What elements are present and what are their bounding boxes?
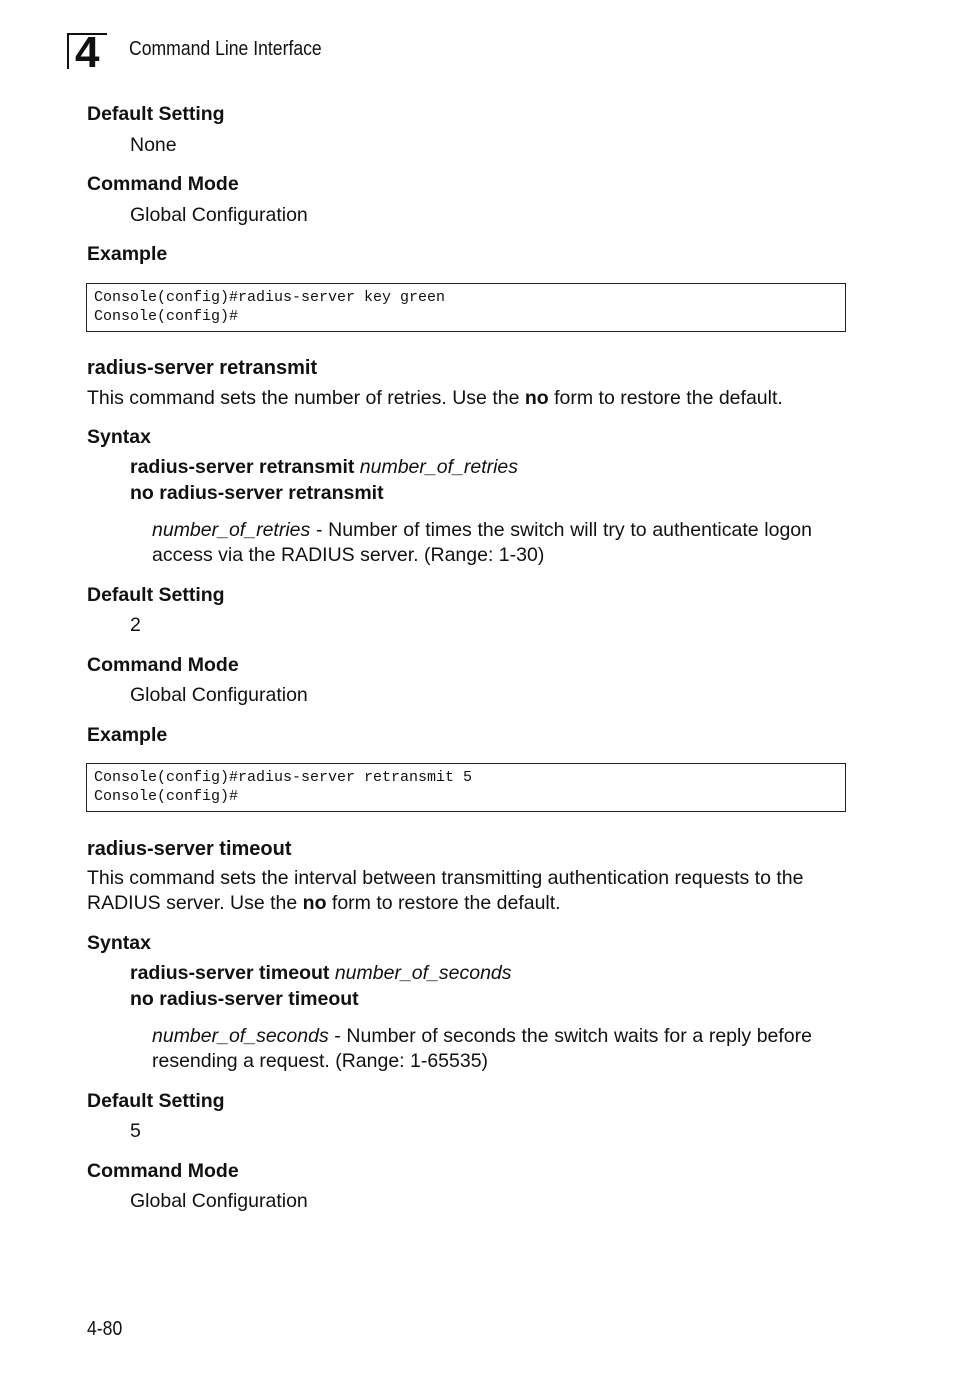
syntax-command: radius-server retransmit number_of_retries	[130, 456, 519, 478]
example-heading: Example	[87, 724, 168, 746]
default-setting-value: None	[130, 134, 177, 156]
section-description: This command sets the number of retries. Use the no form to restore the default.	[87, 387, 783, 409]
syntax-heading: Syntax	[87, 426, 151, 448]
code-example-box	[86, 763, 846, 812]
code-example-box	[86, 283, 846, 332]
command-mode-value: Global Configuration	[130, 204, 308, 226]
section-description-line2: RADIUS server. Use the no form to restore the default.	[87, 892, 561, 914]
command-mode-value: Global Configuration	[130, 684, 308, 706]
code-line: Console(config)#	[94, 788, 239, 805]
command-mode-value: Global Configuration	[130, 1190, 308, 1212]
section-title-retransmit: radius-server retransmit	[87, 357, 318, 379]
parameter-description: number_of_retries - Number of times the switch will try to authenticate logon access via the RADIUS server. (Range: 1-30)	[152, 519, 812, 566]
syntax-no-command: no radius-server timeout	[130, 988, 359, 1010]
syntax-command: radius-server timeout number_of_seconds	[130, 962, 512, 984]
code-line: Console(config)#radius-server retransmit 5	[94, 769, 473, 786]
chapter-title: Command Line Interface	[129, 38, 322, 60]
default-setting-value: 2	[130, 614, 141, 636]
default-setting-heading: Default Setting	[87, 103, 225, 125]
command-mode-heading: Command Mode	[87, 654, 239, 676]
default-setting-value: 5	[130, 1120, 141, 1142]
code-line: Console(config)#	[94, 308, 239, 325]
example-heading: Example	[87, 243, 168, 265]
parameter-description: number_of_seconds - Number of seconds the switch waits for a reply before resending a request. (Range: 1-65535)	[152, 1025, 812, 1072]
command-mode-heading: Command Mode	[87, 1160, 239, 1182]
command-mode-heading: Command Mode	[87, 173, 239, 195]
chapter-number: 4	[67, 33, 107, 69]
default-setting-heading: Default Setting	[87, 584, 225, 606]
syntax-no-command: no radius-server retransmit	[130, 482, 384, 504]
syntax-heading: Syntax	[87, 932, 151, 954]
code-line: Console(config)#radius-server key green	[94, 289, 446, 306]
default-setting-heading: Default Setting	[87, 1090, 225, 1112]
section-title-timeout: radius-server timeout	[87, 838, 292, 860]
page-number: 4-80	[87, 1318, 123, 1340]
section-description-line1: This command sets the interval between transmitting authentication requests to the	[87, 867, 804, 889]
